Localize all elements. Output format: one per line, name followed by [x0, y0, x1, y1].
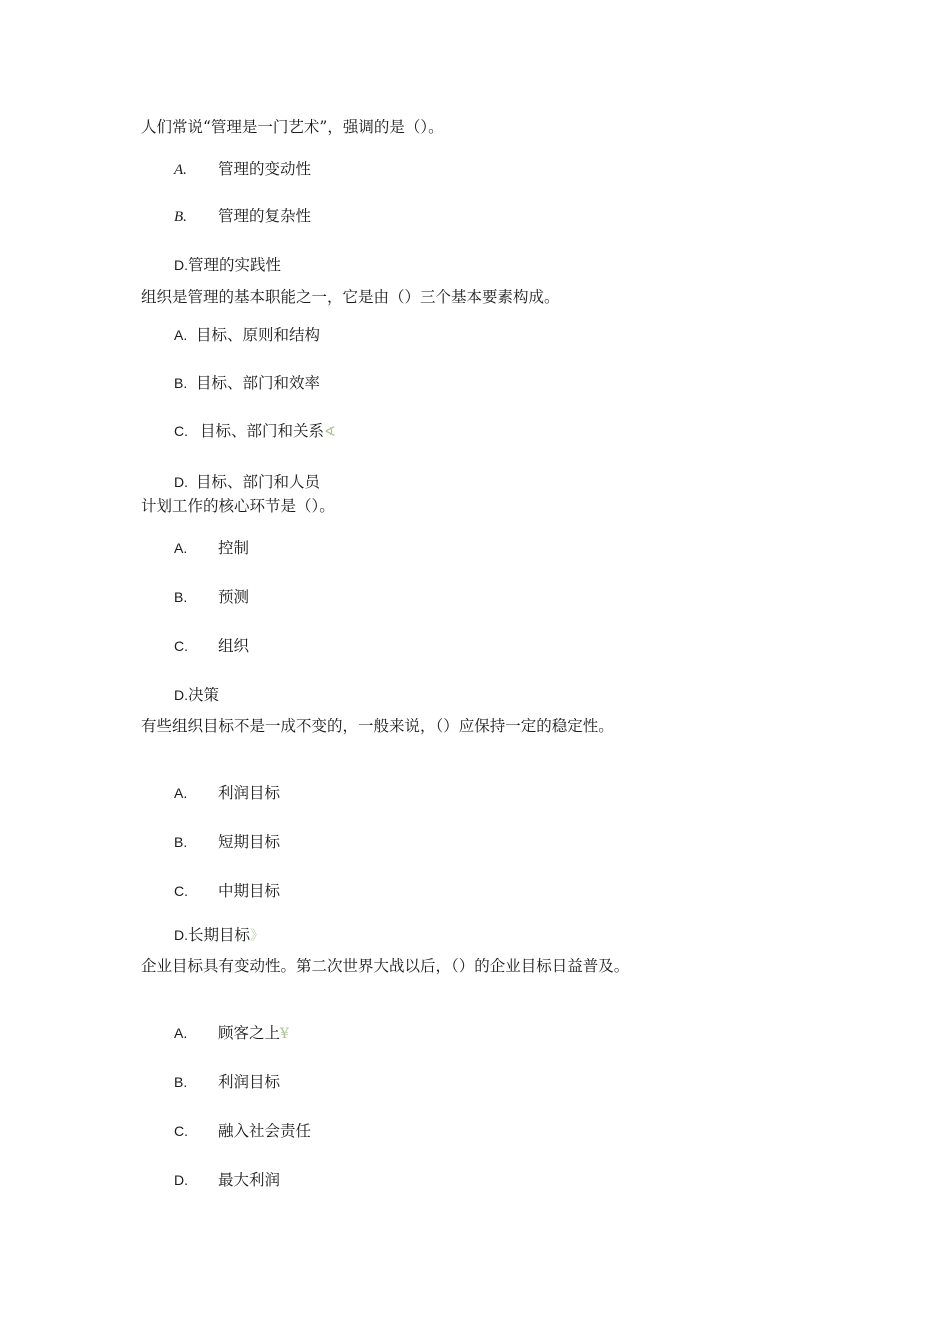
- question-1-option-a: [174, 159, 311, 180]
- option-letter: B.: [174, 375, 188, 391]
- bracket-mark-icon: 》: [250, 928, 265, 944]
- yen-mark-icon: ¥: [280, 1026, 289, 1042]
- question-2-option-d: [174, 472, 320, 492]
- option-letter: D.: [174, 687, 188, 703]
- question-4-text: 有些组织目标不是一成不变的，一般来说，（）应保持一定的稳定性。: [141, 717, 614, 735]
- option-text: 短期目标: [218, 833, 281, 851]
- question-3-option-c: [174, 636, 249, 656]
- option-letter: D.: [174, 257, 188, 273]
- option-text: 利润目标: [218, 1073, 281, 1091]
- option-letter: A.: [174, 785, 188, 801]
- question-3-option-d: [174, 685, 219, 705]
- question-5-option-b: [174, 1072, 280, 1092]
- option-text: 目标、部门和人员: [196, 473, 321, 491]
- option-text: 长期目标: [188, 926, 251, 944]
- option-letter: A.: [174, 1025, 188, 1041]
- question-3-option-b: [174, 587, 249, 607]
- option-text: 最大利润: [218, 1171, 281, 1189]
- option-letter: A.: [174, 327, 188, 343]
- question-5-option-a: [174, 1023, 289, 1044]
- question-3-option-a: [174, 538, 249, 558]
- option-text: 目标、部门和效率: [196, 374, 321, 392]
- question-1-text: 人们常说“管理是一门艺术”，强调的是（）。: [141, 118, 444, 136]
- question-4-option-b: [174, 832, 280, 852]
- option-text: 目标、部门和关系: [200, 422, 325, 440]
- option-letter: D.: [174, 474, 188, 490]
- option-letter: D.: [174, 1172, 188, 1188]
- option-text: 管理的复杂性: [218, 207, 312, 225]
- option-text: 中期目标: [218, 882, 281, 900]
- option-letter: B.: [174, 209, 187, 225]
- question-1-option-b: [174, 206, 311, 227]
- option-text: 控制: [218, 539, 250, 557]
- option-letter: D.: [174, 927, 188, 943]
- option-letter: C.: [174, 423, 188, 439]
- question-2-option-b: [174, 373, 320, 393]
- question-4-option-d: [174, 925, 264, 946]
- option-text: 管理的变动性: [218, 160, 312, 178]
- option-text: 目标、原则和结构: [196, 326, 321, 344]
- option-text: 融入社会责任: [218, 1122, 312, 1140]
- option-letter: C.: [174, 883, 188, 899]
- option-letter: C.: [174, 638, 188, 654]
- option-text: 预测: [218, 588, 250, 606]
- question-2-text: 组织是管理的基本职能之一，它是由（）三个基本要素构成。: [141, 288, 560, 306]
- question-1-option-d: [174, 255, 281, 275]
- option-letter: C.: [174, 1123, 188, 1139]
- question-5-option-d: [174, 1170, 280, 1190]
- question-3-text: 计划工作的核心环节是（）。: [141, 497, 335, 515]
- question-5-option-c: [174, 1121, 311, 1141]
- option-letter: B.: [174, 1074, 188, 1090]
- option-text: 决策: [188, 686, 220, 704]
- option-letter: A.: [174, 540, 188, 556]
- option-letter: B.: [174, 834, 188, 850]
- question-4-option-a: [174, 783, 280, 803]
- question-4-option-c: [174, 881, 280, 901]
- question-5-text: 企业目标具有变动性。第二次世界大战以后，（）的企业目标日益普及。: [141, 957, 630, 975]
- option-text: 管理的实践性: [188, 256, 282, 274]
- check-mark-icon: ∢: [324, 424, 336, 440]
- question-2-option-c: [174, 421, 336, 442]
- option-letter: B.: [174, 589, 188, 605]
- option-text: 顾客之上: [218, 1024, 281, 1042]
- option-text: 利润目标: [218, 784, 281, 802]
- option-text: 组织: [218, 637, 250, 655]
- option-letter: A.: [174, 162, 187, 178]
- question-2-option-a: [174, 325, 320, 345]
